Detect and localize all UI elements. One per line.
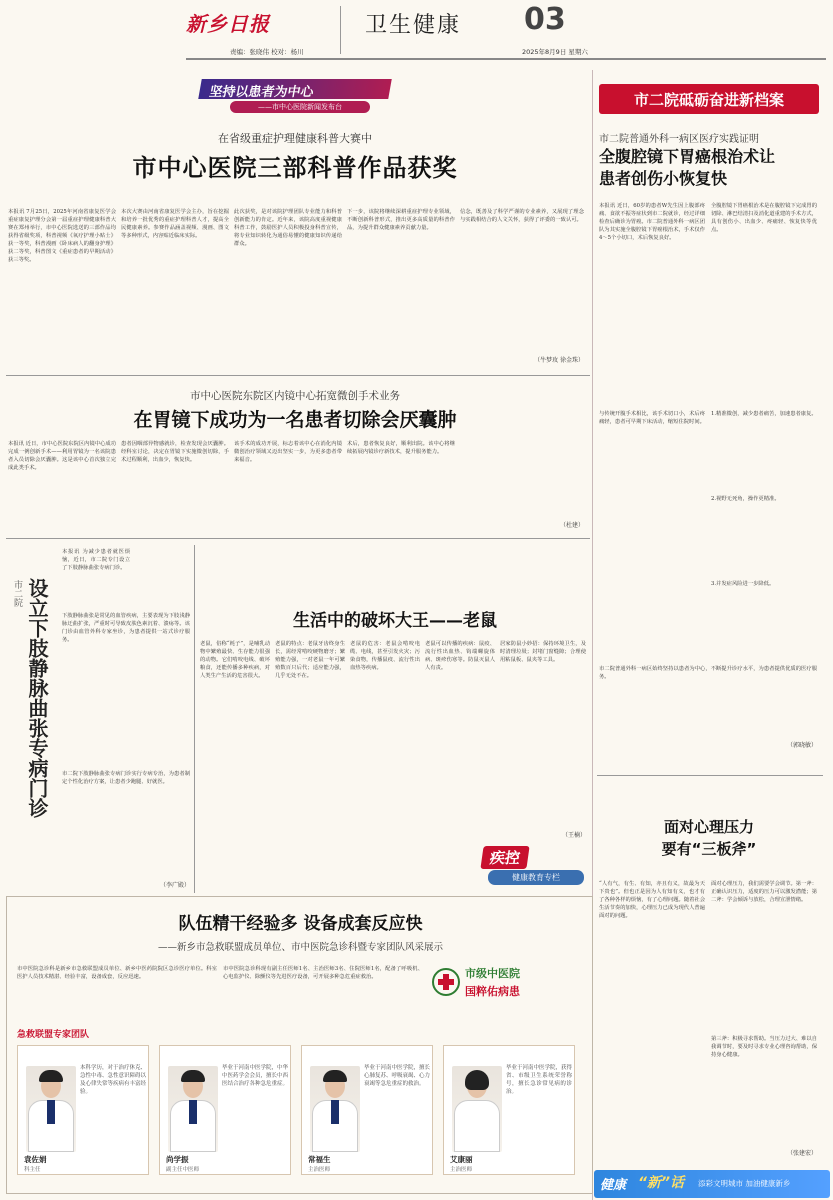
doctor-photo <box>168 1066 218 1152</box>
stress-headline-line2: 要有“三板斧” <box>661 840 757 858</box>
bottom-feature-box <box>6 896 593 1194</box>
bottom-intro1: 市中医院急诊科是新乡市急救联盟成员单位、新乡中医药院院区急诊医疗单位。科室医护人员技术精湛、经验丰富，设备成套，反应迅速。 <box>17 966 217 980</box>
footer-banner-text2: “新”话 <box>638 1175 685 1191</box>
date-line: 2025年8月9日 星期六 <box>522 48 588 56</box>
divider <box>194 545 195 893</box>
team-label: 急救联盟专家团队 <box>17 1030 90 1040</box>
article1-headline: 市中心医院三部科普作品获奖 <box>132 154 458 182</box>
doctor-photo <box>26 1066 76 1152</box>
article3-body2: 下肢静脉曲张是常见的血管疾病，主要表现为下肢浅静脉迂曲扩张，严重时可导致皮肤色素沉着、溃疡等。该门诊由血管外科专家坐诊，为患者提供一站式诊疗服务。 <box>62 613 190 643</box>
doctor-title: 主治医师 <box>308 1167 331 1173</box>
article4-headline: 生活中的破坏大王——老鼠 <box>293 611 497 631</box>
masthead-rule <box>186 58 826 60</box>
masthead-divider <box>340 6 341 54</box>
doctor-photo <box>310 1066 360 1152</box>
column-badge-title: 疾控 <box>480 846 529 869</box>
article2-col4: 术后，患者恢复良好，顺利出院。该中心将继续拓展内镜诊疗新技术，提升服务能力。 <box>347 441 455 455</box>
stress-byline: （张建宏） <box>786 1150 817 1157</box>
bottom-headline: 队伍精干经验多 设备成套反应快 <box>178 914 423 934</box>
article3-label: 市二院 <box>12 580 22 607</box>
divider <box>597 775 823 776</box>
article1-col3: 此次获奖，是对该院护理团队专业能力和科普创新能力的肯定。近年来，该院高度重视健康科普工作，鼓励医护人员积极投身科普宣传，将专业知识转化为通俗易懂的健康知识传递给群众。 <box>234 209 342 247</box>
article4-col4: 老鼠可以传播的疾病：鼠疫、流行性出血热、钩端螺旋体病、斑疹伤寒等。防鼠灭鼠人人有责。 <box>425 641 495 671</box>
article3-body1: 本报讯 为减少患者就医烦恼，近日，市二院专门设立了下肢静脉曲张专病门诊。 <box>62 549 130 571</box>
doctor-title: 副主任中医师 <box>166 1167 200 1173</box>
sidebar-headline: 全腹腔镜下胃癌根治术让患者创伤小恢复快 <box>599 147 776 188</box>
section-title: 卫生健康 <box>365 13 462 38</box>
article2-kicker: 市中心医院东院区内镜中心拓宽微创手术业务 <box>190 390 400 402</box>
sidebar-kicker: 市二院普通外科一病区医疗实践证明 <box>599 134 759 145</box>
article1-col2: 本次大赛由河南省康复医学会主办，旨在挖掘和培养一批优秀的重症护理科普人才，提高全民健康素养。参赛作品涵盖视频、漫画、图文等多种形式，内容贴近临床实际。 <box>121 209 229 239</box>
logo-line2: 国粹佑病患 <box>465 985 520 998</box>
newspaper-logo: 新乡日报 <box>186 12 270 36</box>
article4-col5: 居家防鼠小妙招：保持环境卫生，及时清理垃圾；封堵门窗缝隙；合理使用粘鼠板、鼠夹等工具。 <box>500 641 586 663</box>
article2-col1: 本报讯 近日，市中心医院东院区内镜中心成功完成一例创新手术——利用胃镜为一名该院患者入员切除会厌囊肿。这是该中心首次独立完成此类手术。 <box>8 441 116 471</box>
sidebar-body2: 全腹腔镜下胃癌根治术是在腹腔镜下完成胃的切除、淋巴结清扫及消化道重建的手术方式，具有创伤小、出血少、疼痛轻、恢复快等优点。 <box>711 203 817 233</box>
article2-col2: 患者因咽部异物感就诊，检查发现会厌囊肿。经科室讨论，决定在胃镜下实施微创切除，手术过程顺利，出血少，恢复快。 <box>121 441 229 463</box>
doctor-card <box>443 1045 575 1175</box>
doctor-title: 主治医师 <box>450 1167 473 1173</box>
sidebar-banner: 市二院砥砺奋进新档案 <box>599 84 819 114</box>
sidebar-body3: 与传统开腹手术相比，该手术切口小，术后疼痛轻，患者可早期下床活动，缩短住院时间。 <box>599 411 705 425</box>
sidebar-body7: 市二院普通外科一病区始终坚持以患者为中心，不断提升诊疗水平，为患者提供优质的医疗服务。 <box>599 666 817 680</box>
editor-line: 责编：张晓伟 校对：杨川 <box>230 48 304 56</box>
hospital-logo <box>431 961 581 1009</box>
column-badge <box>478 846 588 892</box>
bottom-subhead: ——新乡市急救联盟成员单位、市中医院急诊科暨专家团队风采展示 <box>157 942 443 953</box>
article4-col3: 老鼠的危害：老鼠会啃咬电缆、电线，甚至引发火灾；污染食物，传播鼠疫、流行性出血热等疾病。 <box>350 641 420 671</box>
footer-banner <box>594 1170 830 1198</box>
sidebar-body4: 1.精准微创，减少患者痛苦，加速患者康复。 <box>711 411 817 417</box>
bottom-intro2: 市中医院急诊科现有副主任医师1名、主治医师3名、住院医师1名，配备了呼吸机、心电监护仪、除颤仪等先进医疗设备，可开展多种急危重症救治。 <box>223 966 423 980</box>
banner-main: 坚持以患者为中心 <box>198 79 392 99</box>
doctor-card <box>17 1045 149 1175</box>
sidebar-body6: 3.并发症风险进一步降低。 <box>711 581 775 587</box>
doctor-name: 常福生 <box>308 1155 331 1164</box>
article3-body3: 市二院下肢静脉曲张专病门诊实行专病专治，为患者制定个性化治疗方案，让患者少跑腿、好就医。 <box>62 771 190 785</box>
stress-body2: 面对心理压力，我们需要学会调节。第一斧：正确认识压力，适度的压力可以激发潜能；第二斧：学会倾诉与放松，合理宣泄情绪。 <box>711 881 817 903</box>
doctor-name: 袁佐娟 <box>24 1155 47 1164</box>
news-banner <box>190 79 390 115</box>
doctor-card <box>159 1045 291 1175</box>
divider <box>6 538 590 539</box>
article1-kicker: 在省级重症护理健康科普大赛中 <box>218 132 372 145</box>
logo-line1: 市级中医院 <box>465 967 520 980</box>
doctor-bio: 毕业于河南中医学院，中华中医药学会会员，擅长中西医结合治疗各种急危重症。 <box>222 1065 289 1087</box>
doctor-card <box>301 1045 433 1175</box>
hospital-emblem-icon <box>431 967 461 997</box>
article1-byline: （牛梦玫 徐金珠） <box>534 357 584 364</box>
article2-byline: （杜建） <box>559 522 584 529</box>
doctor-title: 科主任 <box>24 1167 41 1173</box>
stress-body3: 第三斧：积极寻求帮助。当压力过大、难以自我调节时，要及时寻求专业心理咨询帮助，保持身心健康。 <box>711 1036 817 1058</box>
doctor-bio: 本科学历，对于治疗休克、急性中毒、急性意识障碍以及心律失常等疾病有丰富经验。 <box>80 1065 147 1095</box>
article3-byline: （李广殿） <box>159 882 190 889</box>
page-number: 03 <box>524 2 566 37</box>
sidebar-body1: 本报讯 近日，60岁的患者W先生因上腹部疼痛、食欲不振等症状到市二院就诊，经过详细检查后确诊为胃癌。市二院普通外科一病区团队为其实施全腹腔镜下胃癌根治术，手术仅作4～5个小切口，术后恢复良好。 <box>599 203 705 241</box>
doctor-photo <box>452 1066 502 1152</box>
sidebar-body5: 2.视野无死角，操作更精准。 <box>711 496 780 502</box>
article2-col3: 该手术的成功开展，标志着该中心在消化内镜微创治疗领域又迈出坚实一步，为更多患者带来福音。 <box>234 441 342 463</box>
article3-headline: 设立下肢静脉曲张专病门诊 <box>25 578 49 818</box>
footer-banner-text1: 健康 <box>600 1178 627 1193</box>
article4-byline: （王楠） <box>561 832 586 839</box>
column-badge-subtitle: 健康教育专栏 <box>488 870 584 885</box>
stress-body1: “人有气，有生、有知，亦且有义，故最为天下贵也”。但也正是因为人有知有义，也才有了各种各样的烦恼，有了心理问题。随着社会生活节奏的加快，心理压力已成为现代人普遍面对的问题。 <box>599 881 705 919</box>
banner-sub: ——市中心医院新闻发布台 <box>230 101 370 113</box>
article4-col1: 老鼠，俗称“耗子”，是哺乳动物中繁殖最快、生存能力很强的动物。它们啃咬电线、破坏粮食，还能传播多种疾病，对人类生产生活的危害很大。 <box>200 641 270 679</box>
article4-col2: 老鼠的特点：老鼠牙齿终身生长，需经常啃咬硬物磨牙；繁殖能力强，一对老鼠一年可繁殖数百只后代；适应能力强，几乎无处不在。 <box>275 641 345 679</box>
doctor-bio: 毕业于河南中医学院，擅长心肺复苏、呼吸衰竭、心力衰竭等急危重症的救治。 <box>364 1065 431 1087</box>
right-sidebar <box>593 80 829 1197</box>
divider <box>6 375 590 376</box>
doctor-name: 尚学振 <box>166 1155 189 1164</box>
article1-col4: 下一步，该院将继续深耕重症护理专业领域，不断创新科普形式，推出更多高质量的科普作品，为提升群众健康素养贡献力量。 <box>347 209 455 231</box>
footer-banner-text3: 添彩文明城市 加油健康新乡 <box>698 1179 791 1188</box>
article1-col1: 本报讯 7月25日，2025年河南省康复医学会重症康复护理分会第一届重症护理健康科普大赛在郑州举行，市中心医院选送的三部作品均获得省级奖项，科普视频《氧疗护理小贴士》获一等奖，科普漫画《卧床病人的翻身护理》获二等奖，科普图文《重症患者的早期活动》获三等奖。 <box>8 209 116 263</box>
sidebar-byline: （郭晓敏） <box>786 742 817 749</box>
article1-col5: 信念，既善及了科学严谨的专业素养，又展现了理念与实践相结合的人文关怀，获得了评委的一致认可。 <box>460 209 584 223</box>
doctor-bio: 毕业于河南中医学院，获得省、市级卫生系统荣誉称号，擅长急诊常见病的诊治。 <box>506 1065 573 1095</box>
doctor-name: 艾康丽 <box>450 1155 473 1164</box>
article2-headline: 在胃镜下成功为一名患者切除会厌囊肿 <box>133 409 457 431</box>
stress-headline-line1: 面对心理压力 <box>663 818 754 836</box>
